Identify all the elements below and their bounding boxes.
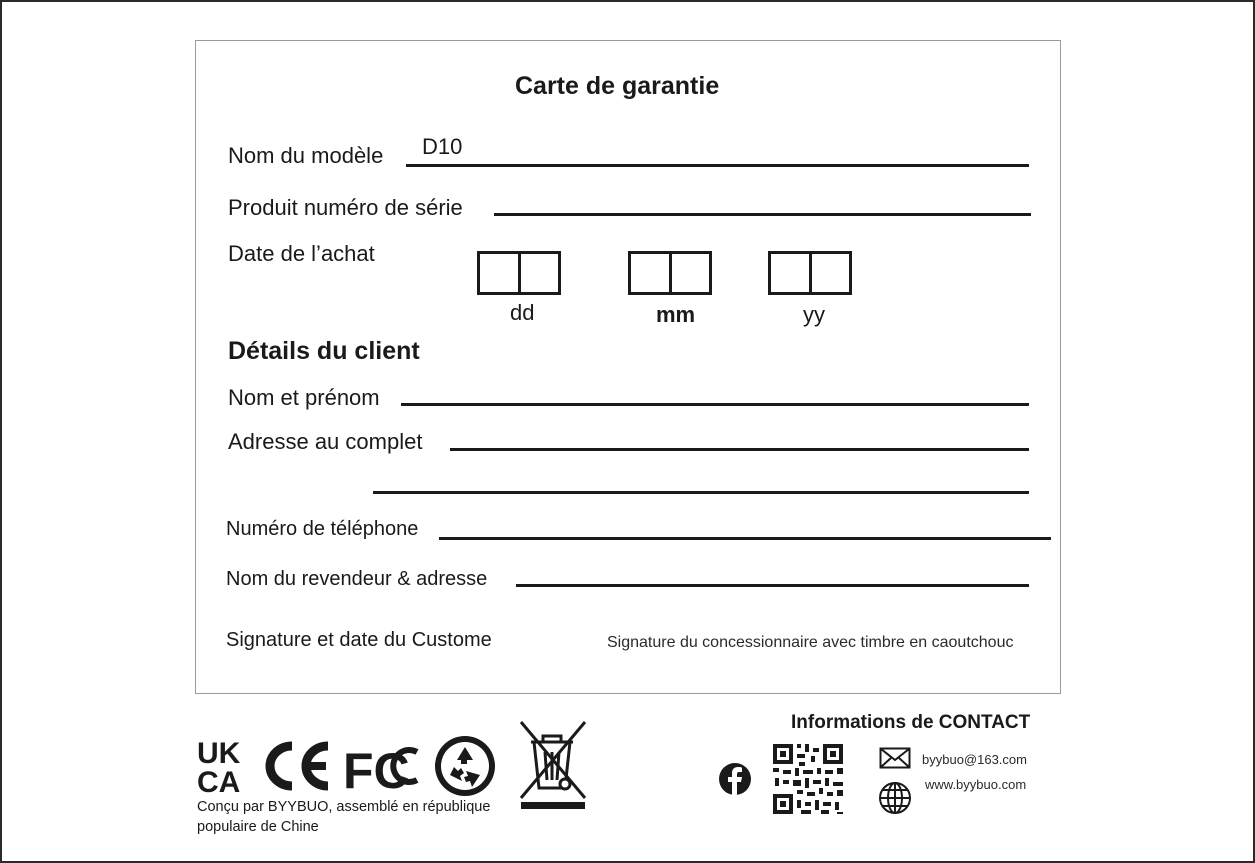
svg-text:CA: CA [197, 766, 241, 794]
name-label: Nom et prénom [228, 385, 380, 410]
day-boxes[interactable] [477, 251, 561, 295]
address-field-line-1[interactable] [450, 448, 1029, 451]
warranty-card-frame [195, 40, 1061, 694]
model-label: Nom du modèle [228, 143, 384, 168]
month-label: mm [656, 302, 696, 327]
ce-mark-icon [262, 738, 334, 794]
svg-text:UK: UK [197, 738, 241, 770]
address-label: Adresse au complet [228, 429, 423, 454]
client-section-heading: Détails du client [228, 337, 420, 365]
qr-code-icon[interactable] [771, 742, 845, 816]
customer-signature-label: Signature et date du Custome [226, 629, 492, 651]
serial-field-line[interactable] [494, 213, 1031, 216]
card-title: Carte de garantie [515, 72, 720, 100]
model-value[interactable]: D10 [422, 134, 463, 159]
month-boxes[interactable] [628, 251, 712, 295]
year-label: yy [803, 302, 825, 327]
fcc-mark-icon [343, 738, 421, 794]
date-label: Date de l’achat [228, 241, 375, 266]
model-field-line[interactable] [406, 164, 1029, 167]
dealer-signature-label: Signature du concessionnaire avec timbre en caoutchouc [607, 634, 1014, 651]
day-label: dd [510, 300, 535, 325]
website-text[interactable]: www.byybuo.com [925, 777, 1027, 792]
address-field-line-2[interactable] [373, 491, 1029, 494]
phone-field-line[interactable] [439, 537, 1051, 540]
name-field-line[interactable] [401, 403, 1029, 406]
email-text[interactable]: byybuo@163.com [922, 752, 1027, 767]
facebook-icon[interactable] [718, 762, 752, 796]
ukca-mark-icon [197, 738, 255, 794]
email-icon[interactable] [879, 747, 911, 769]
year-boxes[interactable] [768, 251, 852, 295]
dealer-field-line[interactable] [516, 584, 1029, 587]
manufacturer-note: Conçu par BYYBUO, assemblé en république populaire de Chine [197, 799, 491, 835]
globe-icon[interactable] [878, 781, 912, 815]
recycle-icon [432, 733, 498, 799]
svg-text:FC: FC [343, 743, 410, 794]
phone-label: Numéro de téléphone [226, 518, 419, 540]
serial-label: Produit numéro de série [228, 195, 463, 220]
contact-title: Informations de CONTACT [791, 712, 1031, 733]
dealer-label: Nom du revendeur & adresse [226, 568, 488, 590]
